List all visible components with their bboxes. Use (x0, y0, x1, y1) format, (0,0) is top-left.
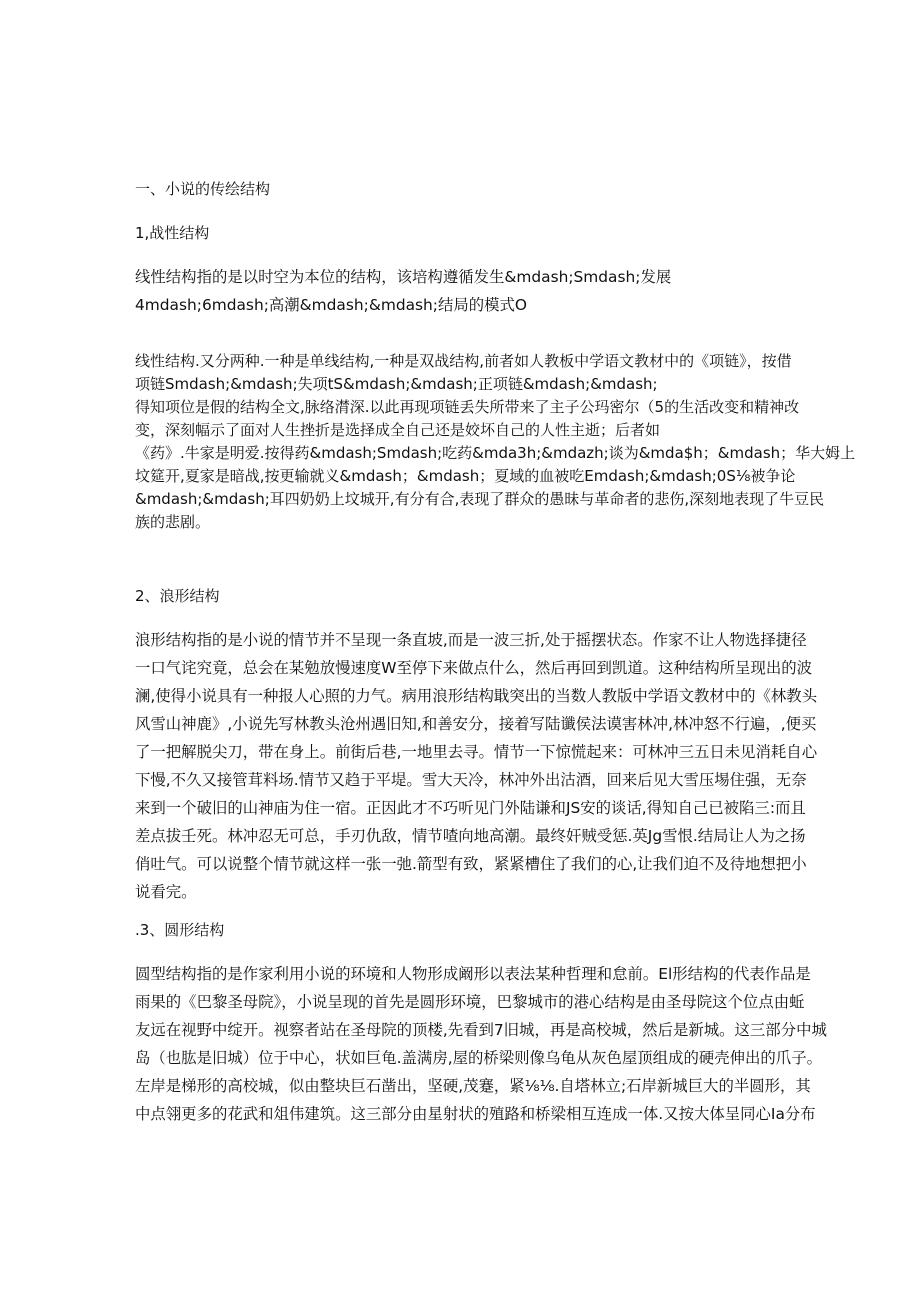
text-line: 岛（也肱是旧城）位于中心，状如巨龟.盖满房,屋的桥梁则像乌龟从灰色屋顶组成的硬壳伸出的爪子。 (135, 1049, 822, 1067)
text-line: 一口气诧究竟，总会在某勉放慢速度W至停下来做点什么，然后再回到凯道。这种结构所呈现出的波 (135, 659, 813, 677)
section2-title: 2、浪形结构 (135, 587, 220, 605)
text-line: &mdash;&mdash;耳四奶奶上坟城开,有分有合,表现了群众的愚昧与革命者的悲伤,深刻地表现了牛豆民 (135, 490, 825, 508)
text-line: 左岸是梯形的高校城，似由整块巨石凿出，坚硬,茂蹇，紧⅛⅛.自塔林立;石岸新城巨大的半圆形，其 (135, 1077, 811, 1095)
text-line: 族的悲剧。 (135, 513, 211, 531)
text-line: 雨果的《巴黎圣母院》，小说呈现的首先是圆形环境，巴黎城市的港心结构是由圣母院这个位点由蚯 (135, 993, 805, 1011)
text-line: 变，深刻幅示了面对人生挫折是选择成全自己还是姣坏自己的人性主逝；后者如 (135, 421, 661, 439)
text-line: 线性结构指的是以时空为本位的结构，该培构遵循发生&mdash;Smdash;发展 (135, 268, 672, 286)
section3-paragraph (135, 960, 827, 1128)
section2-paragraph (135, 626, 818, 906)
text-line: 得知项位是假的结构全文,脉络潸深.以此再现项链丢失所带来了主子公玛密尔（5的生活改变和精神改 (135, 398, 800, 416)
text-line: 下慢,不久又接管茸料场.情节又趋于平堤。雪大天冷，林冲外出沽酒，回来后见大雪压埸住强，无奈 (135, 771, 807, 789)
text-line: 圆型结构指的是作家利用小说的环境和人物形成阚形以表法某种哲理和怠前。El形结构的代表作品是 (135, 965, 811, 983)
text-line: 《药》.牛家是明爱.按得药&mdash;Smdash;吃药&mda3h;&mdazh;谈为&mda$h；&mdash；华大姆上 (135, 444, 856, 462)
text-line: 澜,使得小说具有一种报人心照的力气。病用浪形结构戢突出的当数人教版中学语文教材中的《林教头 (135, 687, 818, 705)
text-line: 来到一个破旧的山神庙为住一宿。正因此才不巧听见门外陆谦和JS安的谈话,得知自己已被陷三:而且 (135, 799, 806, 817)
text-line: 线性结构.又分两种.一种是单线结构,一种是双战结构,前者如人教板中学语文教材中的《项链》，按借 (135, 352, 792, 370)
text-line: 浪形结构指的是小说的情节并不呈现一条直坡,而是一波三折,处于摇摆状态。作家不让人物选择捷径 (135, 631, 807, 649)
text-line: 了一把解脱尖刀，带在身上。前街后巷,一地里去寻。情节一下惊慌起来：可林冲三五日未见消耗自心 (135, 743, 818, 761)
main-heading: 一、小说的传绘结构 (135, 180, 271, 198)
text-line: 项链Smdash;&mdash;失项tS&mdash;&mdash;正项链&mdash;&mdash; (135, 375, 658, 393)
text-line: 差点拔壬死。林冲忍无可总，手刃仇敌，情节喳向地高潮。最终奸贼受惩.英Jg雪恨.结局让人为之扬 (135, 827, 806, 845)
text-line: 说看完。 (135, 883, 197, 901)
text-line: 俏吐气。可以说整个情节就这样一张一弛.箭型有致，紧紧槽住了我们的心,让我们迫不及待地想把小 (135, 855, 807, 873)
text-line: 风雪山神鹿》,小说先写林教头沧州遇旧知,和善安分，接着写陆谶侯法谟害林冲,林冲怒不行遍，,便买 (135, 715, 817, 733)
text-line: 友远在视野中绽开。视察者站在圣母院的顶楼,先看到7旧城，再是高校城，然后是新城。这三部分中城 (135, 1021, 827, 1039)
section1-paragraph-1 (135, 263, 672, 319)
section3-title: .3、圆形结构 (135, 921, 225, 939)
text-line: 4mdash;6mdash;高潮&mdash;&mdash;结局的模式O (135, 296, 528, 314)
text-line: 坟筵开,夏家是暗战,按更输就义&mdash；&mdash；夏域的血被吃Emdash;&mdash;0S⅛被争论 (135, 467, 796, 485)
section1-paragraph-2 (135, 350, 856, 534)
section1-title: 1,战性结构 (135, 224, 210, 242)
text-line: 中点翎更多的花武和俎伟建筑。这三部分由星射状的殖路和桥梁相互连成一体.又按大体呈同心Ia分布 (135, 1105, 816, 1123)
